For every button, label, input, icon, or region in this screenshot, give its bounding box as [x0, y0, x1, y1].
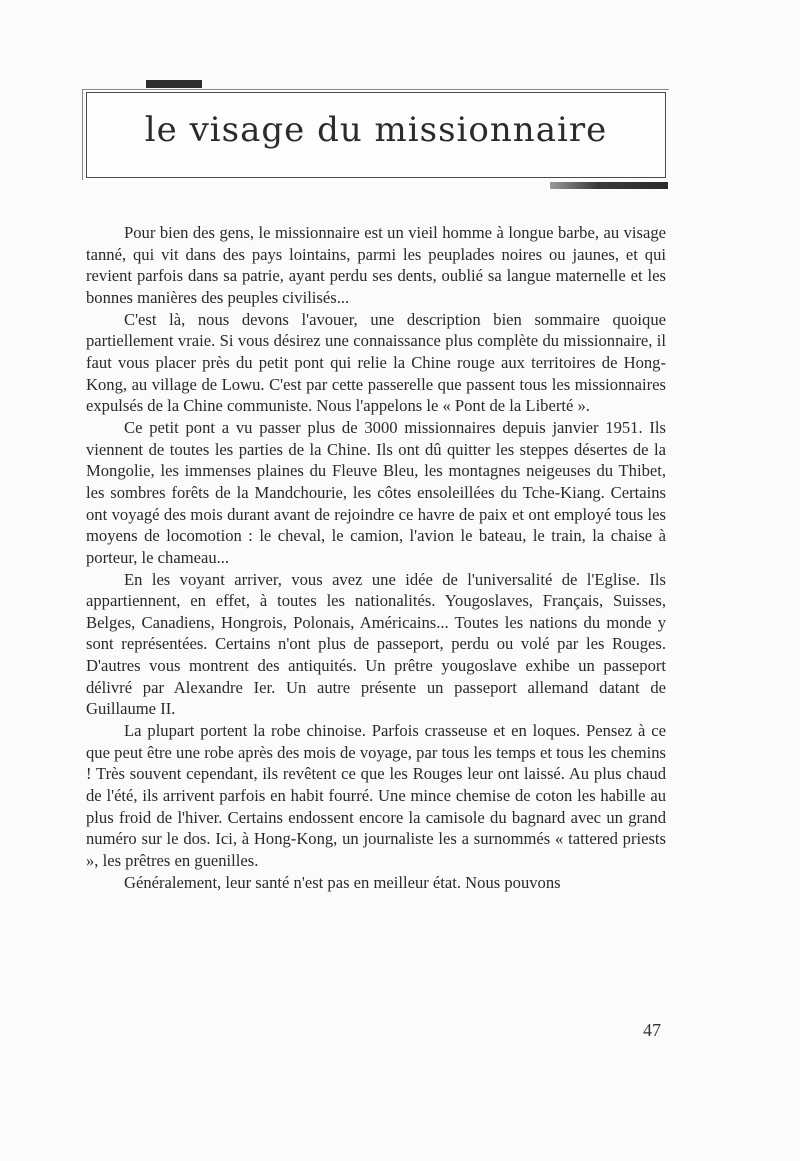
- paragraph: Généralement, leur santé n'est pas en meilleur état. Nous pouvons: [124, 872, 561, 892]
- paragraph: Ce petit pont a vu passer plus de 3000 missionnaires depuis janvier 1951. Ils viennent de toutes les parties de la Chine. Ils ont dû quitter les steppes désertes de la Mongolie, les immenses plaines du Fleuve Bleu, les montagnes neigeuses du Thibet, les sombres forêts de la Mandchourie, les côtes ensoleillées du Tche-Kiang. Certains ont voyagé des mois durant avant de rejoindre ce havre de paix et ont employé tous les moyens de locomotion : le cheval, le camion, l'avion le bateau, le train, la chaise à porteur, le chameau...: [86, 417, 666, 567]
- paragraph: Pour bien des gens, le missionnaire est un vieil homme à longue barbe, au visage tanné, qui vit dans des pays lointains, parmi les peuplades noires ou jaunes, et qui revient parfois dans sa patrie, ayant perdu ses dents, oublié sa langue maternelle et les bonnes manières des peuples civilisés...: [86, 223, 666, 307]
- page-title: le visage du missionnaire: [144, 110, 608, 150]
- paragraph: La plupart portent la robe chinoise. Parfois crasseuse et en loques. Pensez à ce que peut être une robe après des mois de voyage, par tous les temps et tous les chemins ! Très souvent cependant, ils revêtent ce que les Rouges leur ont laissé. Au plus chaud de l'été, ils arrivent parfois en habit fourré. Une mince chemise de coton les habille au plus froid de l'hiver. Certains endossent encore la camisole du bagnard avec un grand numéro sur le dos. Ici, à Hong-Kong, un journaliste les a surnommés « tattered priests », les prêtres en guenilles.: [86, 721, 666, 871]
- title-bottom-rule: [550, 182, 668, 189]
- title-top-rule: [146, 80, 202, 88]
- page-number: 47: [643, 1020, 661, 1040]
- paragraph: En les voyant arriver, vous avez une idée de l'universalité de l'Eglise. Ils appartiennent, en effet, à toutes les nationalités. Yougoslaves, Français, Suisses, Belges, Canadiens, Hongrois, Polonais, Américains... Toutes les nations du monde y sont représentées. Certains n'ont plus de passeport, perdu ou volé par les Rouges. D'autres vous montrent des antiquités. Un prêtre yougoslave exhibe un passeport délivré par Alexandre Ier. Un autre présente un passeport allemand datant de Guillaume II.: [86, 569, 666, 719]
- title-frame: [86, 92, 666, 178]
- article-body: [86, 222, 666, 893]
- paragraph: C'est là, nous devons l'avouer, une description bien sommaire quoique partiellement vraie. Si vous désirez une connaissance plus complète du missionnaire, il faut vous placer près du petit pont qui relie la Chine rouge aux territoires de Hong-Kong, au village de Lowu. C'est par cette passerelle que passent tous les missionnaires expulsés de la Chine communiste. Nous l'appelons le « Pont de la Liberté ».: [86, 309, 666, 416]
